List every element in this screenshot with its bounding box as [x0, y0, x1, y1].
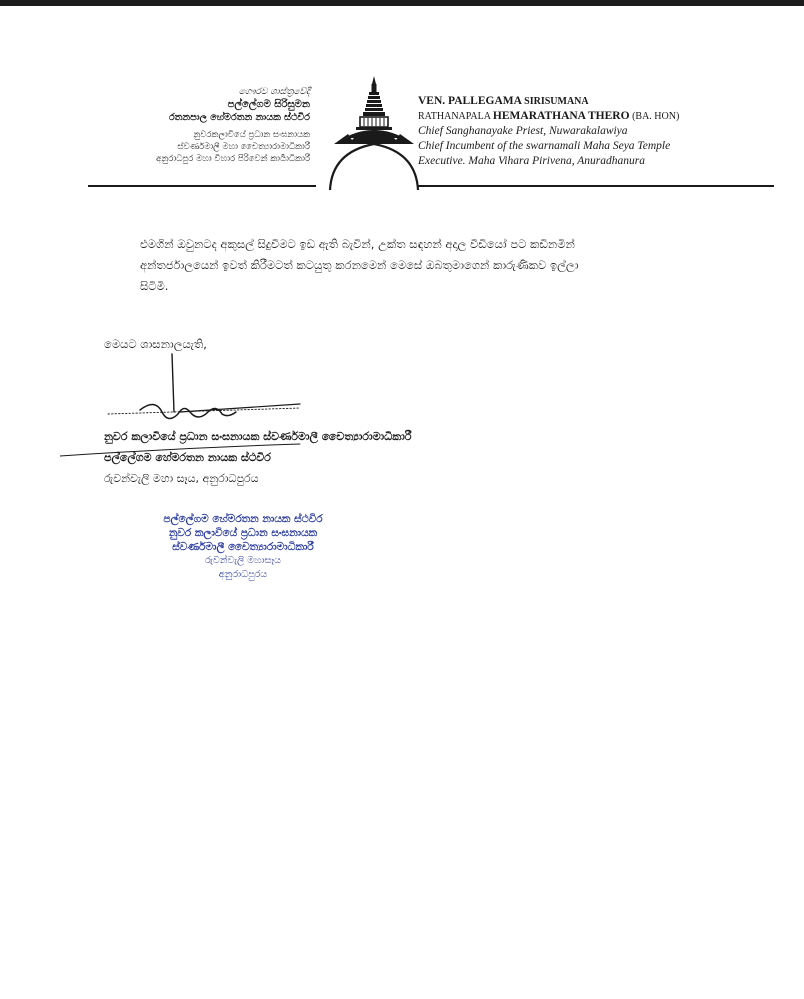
stamp-line-2: නුවර කලාවියේ ප්‍රධාන සංඝනායක	[168, 527, 318, 539]
official-stamp	[128, 512, 358, 582]
name-line-2: රතනපාල හේමරතන නායක ස්ථවිර	[168, 112, 310, 123]
english-title-line-3: Executive. Maha Vihara Pirivena, Anuradhanura	[418, 155, 645, 167]
sig-line-2: පල්ලේගම හේමරතන නායක ස්ථවිර	[104, 451, 271, 464]
letterhead-sinhala	[156, 86, 310, 165]
name-part: HEMARATHANA THERO	[492, 110, 630, 122]
title-line-1: නුවරකලාවියේ ප්‍රධාන සංඝනායක	[193, 130, 310, 140]
english-name-line-2	[418, 109, 679, 124]
name-line-1: පල්ලේගම සිරිසුමන	[227, 99, 310, 110]
letterhead-english	[418, 94, 679, 169]
letterhead-rule-left	[88, 185, 316, 187]
body-line-3: සිටිමි.	[140, 279, 169, 293]
name-part: RATHANAPALA	[418, 111, 493, 122]
name-part: SIRISUMANA	[524, 96, 589, 107]
title-line-3: අනුරාධපුර මහා විහාර පිරිවෙන් කාර්‍යාධිකාරී	[156, 154, 310, 164]
stamp-line-1: පල්ලේගම හේමරතන නායක ස්ථවිර	[163, 513, 323, 525]
signature-block	[104, 426, 412, 489]
letterhead-rule-right	[418, 185, 774, 187]
degree: (BA. HON)	[629, 111, 680, 122]
name-part: VEN. PALLEGAMA	[418, 95, 525, 107]
body-line-1: එමගින් ඔවුනටද අකුසල් සිදුවීමට ඉඩ ඇති බැවින්, උක්ත සඳහන් අදාල වීඩියෝ පට කඩිනමින්	[140, 237, 575, 251]
stupa-icon	[326, 74, 422, 192]
stamp-line-3: ස්වර්ණමාලී චෛත්‍යාරාමාධිකාරී	[172, 541, 314, 553]
title-line-2: ස්වර්ණමාලී මහා චෛත්‍යාරාමාධිකාරී	[177, 142, 310, 152]
sig-line-3: රුවන්වැලි මහා සෑය, අනුරාධපුරය	[104, 472, 259, 485]
english-name-line-1	[418, 94, 679, 109]
stamp-line-4: රුවන්වැලි මහාසෑය	[205, 555, 281, 566]
body-line-2: අන්තර්ජාලයෙන් ඉවත් කිරීමටත් කටයුතු කරනමෙන් මෙසේ ඔබතුමාගෙන් කාරුණිකව ඉල්ලා	[140, 258, 579, 272]
sig-line-1: නුවර කලාවියේ ප්‍රධාන සංඝනායක ස්වර්ණමාලී චෛත්‍යාරාමාධිකාරී	[104, 430, 412, 443]
letter-body	[140, 234, 740, 297]
salutation: මෙයට ශාසනාලයැති,	[104, 337, 207, 351]
english-title-line-2: Chief Incumbent of the swarnamali Maha Seya Temple	[418, 140, 671, 152]
top-border	[0, 0, 804, 6]
stamp-line-5: අනුරාධපුරය	[218, 569, 268, 580]
english-title-line-1: Chief Sanghanayake Priest, Nuwarakalawiya	[418, 125, 628, 137]
honorific: ගෞරව ශාස්ත්‍රවේදී	[238, 87, 310, 97]
